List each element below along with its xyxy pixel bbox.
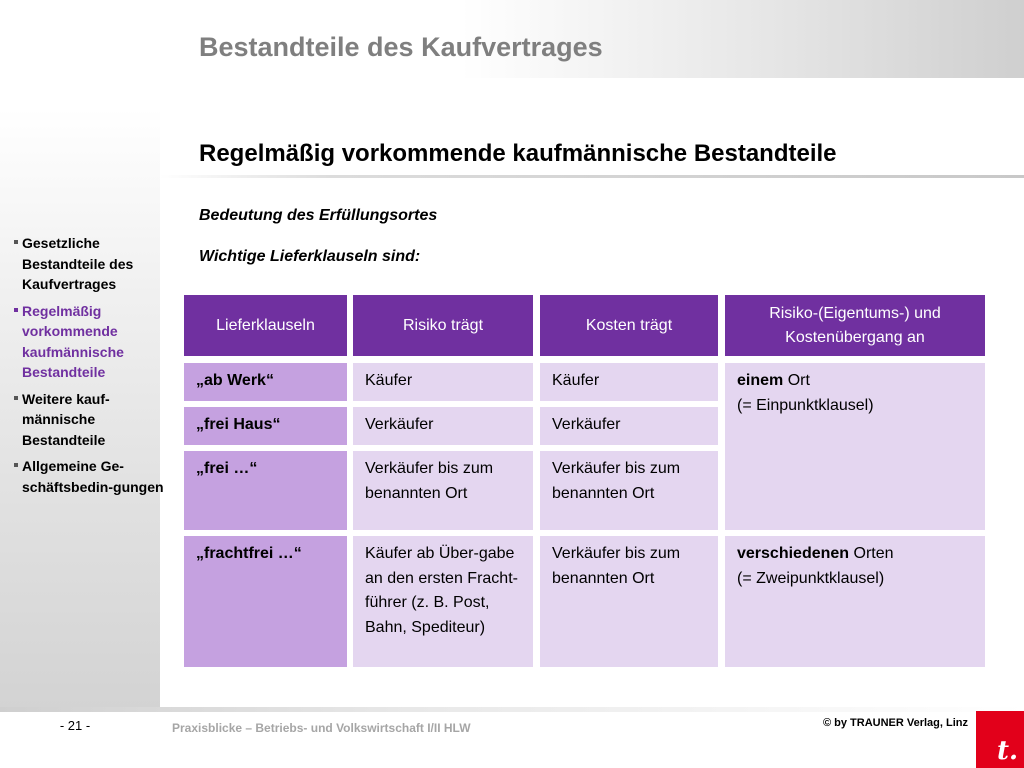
table-header-uebergang: Risiko-(Eigentums-) und Kostenübergang an (725, 295, 985, 356)
slide-title: Bestandteile des Kaufvertrages (199, 32, 603, 62)
sidebar-item-label: Weitere kauf-männische Bestandteile (22, 390, 110, 448)
row-risk-ab-werk: Käufer (353, 363, 533, 401)
bullet-icon (14, 240, 18, 244)
row-cost-frei: Verkäufer bis zum benannten Ort (540, 451, 718, 530)
sidebar-item-label: Regelmäßig vorkommende kaufmännische Bestandteile (22, 302, 124, 380)
footer-book-title: Praxisblicke – Betriebs- und Volkswirtschaft I/II HLW (172, 721, 471, 735)
transfer-zweipunkt-bold: verschiedenen (737, 545, 850, 562)
intro-line-erfuellungsort: Bedeutung des Erfüllungsortes (199, 207, 438, 224)
sidebar-item-agb[interactable] (14, 456, 164, 497)
table-header-kosten: Kosten trägt (540, 295, 718, 356)
table-header-risiko: Risiko trägt (353, 295, 533, 356)
bullet-icon (14, 463, 18, 467)
sidebar-item-gesetzliche[interactable] (14, 233, 164, 295)
transfer-zweipunkt (725, 536, 985, 667)
sidebar-item-regelmaessig[interactable] (14, 301, 164, 383)
transfer-einpunkt (725, 363, 985, 530)
row-clause-frei-haus: „frei Haus“ (184, 407, 347, 445)
row-risk-frei-haus: Verkäufer (353, 407, 533, 445)
footer-copyright: © by TRAUNER Verlag, Linz (822, 717, 968, 729)
transfer-einpunkt-line2: (= Einpunktklausel) (737, 396, 874, 414)
row-clause-frachtfrei: „frachtfrei …“ (184, 536, 347, 667)
transfer-einpunkt-rest: Ort (783, 372, 810, 389)
intro-line-lieferklauseln: Wichtige Lieferklauseln sind: (199, 248, 421, 265)
trauner-logo (976, 711, 1024, 768)
page-number: - 21 - (59, 718, 91, 733)
row-cost-frei-haus: Verkäufer (540, 407, 718, 445)
transfer-zweipunkt-line2: (= Zweipunktklausel) (737, 569, 885, 587)
transfer-einpunkt-bold: einem (737, 372, 784, 389)
sidebar-nav (14, 233, 164, 503)
sidebar-item-label: Gesetzliche Bestandteile des Kaufvertrages (22, 235, 134, 292)
bullet-icon (14, 308, 18, 312)
sidebar-item-label: Allgemeine Ge-schäftsbedin-gungen (22, 458, 164, 495)
row-risk-frachtfrei: Käufer ab Über-gabe an den ersten Fracht-führer (z. B. Post, Bahn, Spediteur) (353, 536, 533, 667)
row-clause-frei: „frei …“ (184, 451, 347, 530)
row-clause-ab-werk: „ab Werk“ (184, 363, 347, 401)
bullet-icon (14, 396, 18, 400)
table-header-lieferklauseln: Lieferklauseln (184, 295, 347, 356)
row-cost-ab-werk: Käufer (540, 363, 718, 401)
section-title: Regelmäßig vorkommende kaufmännische Bestandteile (199, 140, 837, 167)
transfer-zweipunkt-rest: Orten (849, 545, 894, 562)
sidebar-item-weitere[interactable] (14, 389, 164, 451)
row-risk-frei: Verkäufer bis zum benannten Ort (353, 451, 533, 530)
footer-divider (0, 707, 1024, 712)
transfer-einpunkt-line1 (737, 369, 973, 394)
transfer-zweipunkt-line1 (737, 542, 973, 567)
section-divider (160, 175, 1024, 178)
row-cost-frachtfrei: Verkäufer bis zum benannten Ort (540, 536, 718, 667)
logo-t-icon: t. (996, 736, 1018, 766)
